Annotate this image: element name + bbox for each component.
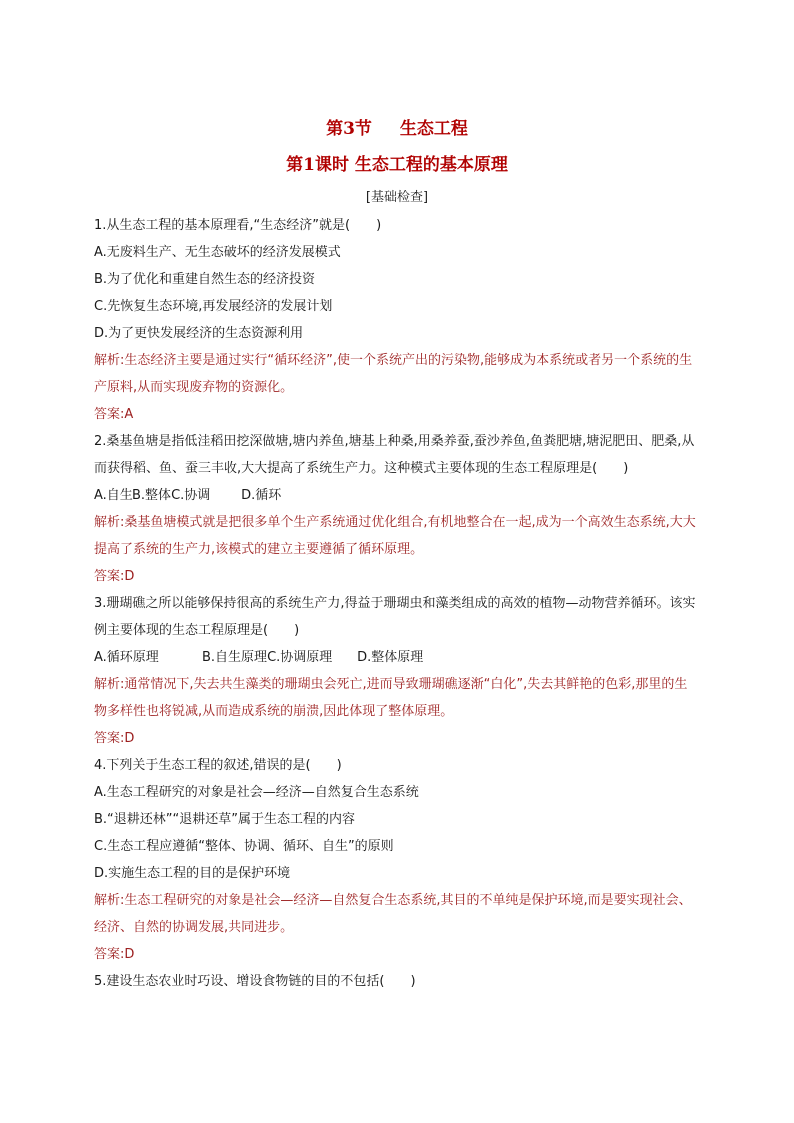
- question-2-option-c: C.协调: [171, 488, 211, 503]
- question-1-option-b: B.为了优化和重建自然生态的经济投资: [94, 272, 316, 287]
- question-1-option-a: A.无废料生产、无生态破坏的经济发展模式: [94, 245, 341, 260]
- question-3-options: [94, 644, 700, 671]
- section-topic: 生态工程: [399, 119, 468, 139]
- section-number: 第3节: [326, 119, 372, 139]
- question-4-option-c: C.生态工程应遵循“整体、协调、循环、自生”的原则: [94, 839, 394, 854]
- question-4-option-d: D.实施生态工程的目的是保护环境: [94, 866, 291, 881]
- question-2-option-a: A.自生: [94, 488, 133, 503]
- question-3-stem: 3.珊瑚礁之所以能够保持很高的系统生产力,得益于珊瑚虫和藻类组成的高效的植物—动物营养循环。该实例主要体现的生态工程原理是( ): [94, 596, 696, 638]
- section-title: [0, 114, 794, 139]
- lesson-subtitle: 第1课时 生态工程的基本原理: [286, 155, 508, 175]
- question-1-stem: 1.从生态工程的基本原理看,“生态经济”就是( ): [94, 218, 382, 233]
- question-5-stem: 5.建设生态农业时巧设、增设食物链的目的不包括( ): [94, 974, 416, 989]
- question-4-answer: 答案:D: [94, 947, 135, 962]
- question-1-option-d: D.为了更快发展经济的生态资源利用: [94, 326, 304, 341]
- question-2-option-d: D.循环: [241, 488, 282, 503]
- question-3-analysis: 解析:通常情况下,失去共生藻类的珊瑚虫会死亡,进而导致珊瑚礁逐渐“白化”,失去其鲜艳的色彩,那里的生物多样性也将锐减,从而造成系统的崩溃,因此体现了整体原理。: [94, 677, 688, 719]
- question-2-options: [94, 482, 700, 509]
- question-1-analysis: 解析:生态经济主要是通过实行“循环经济”,使一个系统产出的污染物,能够成为本系统或者另一个系统的生产原料,从而实现废弃物的资源化。: [94, 353, 693, 395]
- question-3-answer: 答案:D: [94, 731, 135, 746]
- question-3-option-c: C.协调原理: [267, 650, 333, 665]
- question-3-option-d: D.整体原理: [357, 650, 424, 665]
- section-label: [基础检查]: [365, 190, 429, 205]
- question-2-analysis: 解析:桑基鱼塘模式就是把很多单个生产系统通过优化组合,有机地整合在一起,成为一个高效生态系统,大大提高了系统的生产力,该模式的建立主要遵循了循环原理。: [94, 515, 696, 557]
- question-1-answer: 答案:A: [94, 407, 134, 422]
- question-4-analysis: 解析:生态工程研究的对象是社会—经济—自然复合生态系统,其目的不单纯是保护环境,而是要实现社会、经济、自然的协调发展,共同进步。: [94, 893, 692, 935]
- question-2-option-b: B.整体: [132, 488, 172, 503]
- question-3-option-b: B.自生原理: [202, 650, 268, 665]
- question-1-option-c: C.先恢复生态环境,再发展经济的发展计划: [94, 299, 333, 314]
- question-4-option-b: B.“退耕还林”“退耕还草”属于生态工程的内容: [94, 812, 355, 827]
- question-2-stem: 2.桑基鱼塘是指低洼稻田挖深做塘,塘内养鱼,塘基上种桑,用桑养蚕,蚕沙养鱼,鱼粪肥塘,塘泥肥田、肥桑,从而获得稻、鱼、蚕三丰收,大大提高了系统生产力。这种模式主要体现的生态工程原理是( ): [94, 434, 695, 476]
- question-4-option-a: A.生态工程研究的对象是社会—经济—自然复合生态系统: [94, 785, 419, 800]
- question-list: [94, 212, 700, 995]
- question-3-option-a: A.循环原理: [94, 650, 159, 665]
- question-2-answer: 答案:D: [94, 569, 135, 584]
- question-4-stem: 4.下列关于生态工程的叙述,错误的是( ): [94, 758, 342, 773]
